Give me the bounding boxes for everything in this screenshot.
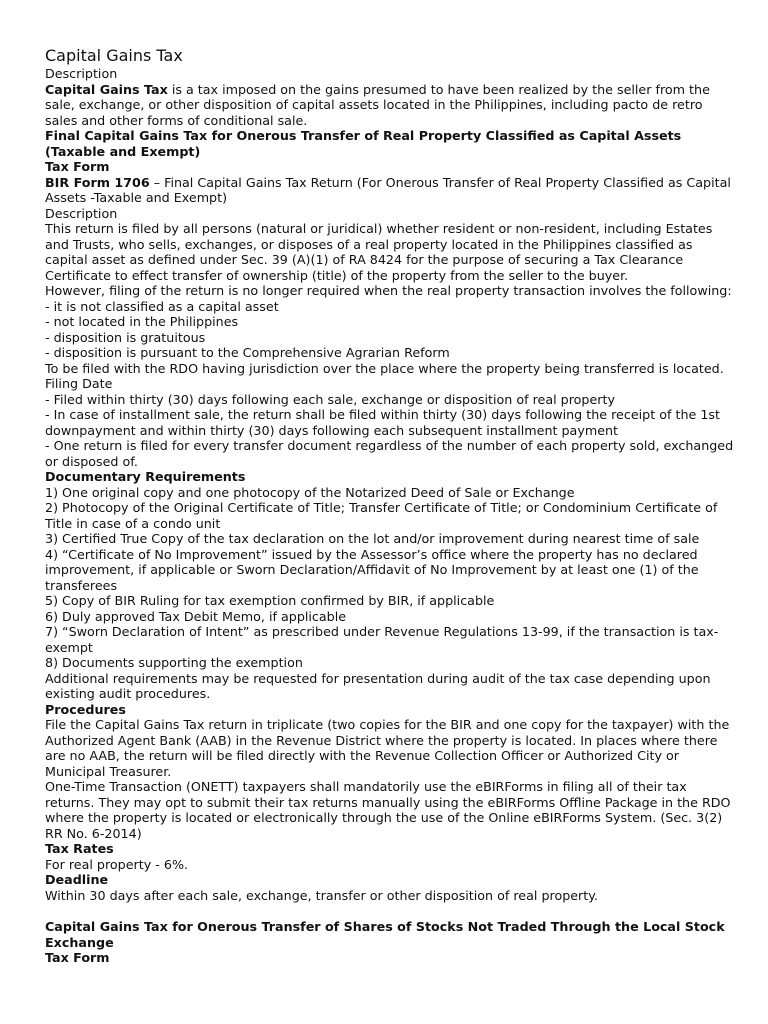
description-paragraph-2: However, filing of the return is no longer required when the real property transaction involves the following:: [45, 283, 732, 298]
filing-item: - One return is filed for every transfer document regardless of the number of each property sold, exchanged or disposed of.: [45, 438, 734, 469]
exclusion-item: - not located in the Philippines: [45, 314, 239, 329]
tax-rates-label: Tax Rates: [45, 841, 114, 856]
section-spacer: [45, 903, 735, 919]
intro-paragraph: [45, 82, 735, 129]
requirement-item: 1) One original copy and one photocopy of the Notarized Deed of Sale or Exchange: [45, 484, 575, 500]
form-title: – Final Capital Gains Tax Return (For Onerous Transfer of Real Property Classified as Capital Assets -Taxable and Exempt): [45, 174, 731, 205]
documentary-requirements-label: Documentary Requirements: [45, 469, 246, 484]
procedures-paragraph-2: One-Time Transaction (ONETT) taxpayers shall mandatorily use the eBIRForms in filing all of their tax returns. They may opt to submit their tax returns manually using the eBIRForms Offline Package in the RDO where the property is located or electronically through the use of the Online eBIRForms System. (Sec. 3(2) RR No. 6-2014): [45, 779, 731, 841]
requirement-item: 8) Documents supporting the exemption: [45, 655, 303, 670]
document-page: [45, 46, 735, 966]
procedures-paragraph-1: File the Capital Gains Tax return in triplicate (two copies for the BIR and one copy for the taxpayer) with the Authorized Agent Bank (AAB) in the Revenue District where the property is located. In places where there are no AAB, the return will be filed directly with the Revenue Collection Officer or Authorized City or Municipal Treasurer.: [45, 717, 730, 779]
section-heading-shares: Capital Gains Tax for Onerous Transfer of Shares of Stocks Not Traded Through the Local Stock Exchange: [45, 919, 725, 950]
exclusion-item: - disposition is gratuitous: [45, 329, 206, 345]
form-paragraph: [45, 175, 735, 206]
deadline-text: Within 30 days after each sale, exchange, transfer or other disposition of real property.: [45, 887, 598, 903]
filing-item: - Filed within thirty (30) days following each sale, exchange or disposition of real property: [45, 391, 615, 407]
requirement-item: 4) “Certificate of No Improvement” issued by the Assessor’s office where the property has no declared improvement, if applicable or Sworn Declaration/Affidavit of No Improvement by at least one (1) of the transferees: [45, 546, 699, 593]
page-title: Capital Gains Tax: [45, 46, 183, 65]
requirement-item: 6) Duly approved Tax Debit Memo, if applicable: [45, 608, 347, 624]
deadline-label: Deadline: [45, 872, 109, 887]
form-number: BIR Form 1706: [45, 174, 150, 190]
intro-text: is a tax imposed on the gains presumed to have been realized by the seller from the sale, exchange, or other disposition of capital assets located in the Philippines, including pacto de retro sales and other forms of conditional sale.: [45, 81, 710, 128]
requirement-item: 7) “Sworn Declaration of Intent” as prescribed under Revenue Regulations 13-99, if the transaction is tax-exempt: [45, 624, 719, 655]
description-label-2: Description: [45, 205, 118, 221]
section-heading-real-property: Final Capital Gains Tax for Onerous Transfer of Real Property Classified as Capital Assets (Taxable and Exempt): [45, 128, 682, 159]
exclusion-item: - it is not classified as a capital asset: [45, 298, 279, 314]
filing-item: - In case of installment sale, the return shall be filed within thirty (30) days following the receipt of the 1st downpayment and within thirty (30) days following each subsequent installment payment: [45, 407, 721, 438]
intro-term: Capital Gains Tax: [45, 81, 168, 97]
tax-form-label-2: Tax Form: [45, 950, 110, 965]
additional-requirements: Additional requirements may be requested for presentation during audit of the tax case depending upon existing audit procedures.: [45, 670, 711, 701]
rdo-note: To be filed with the RDO having jurisdiction over the place where the property being transferred is located.: [45, 360, 724, 376]
tax-form-label: Tax Form: [45, 159, 110, 174]
requirement-item: 5) Copy of BIR Ruling for tax exemption confirmed by BIR, if applicable: [45, 593, 495, 608]
description-paragraph-1: This return is filed by all persons (natural or juridical) whether resident or non-resident, including Estates and Trusts, who sells, exchanges, or disposes of a real property located in the Philippines classified as capital asset as defined under Sec. 39 (A)(1) of RA 8424 for the purpose of securing a Tax Clearance Certificate to effect transfer of ownership (title) of the property from the seller to the buyer.: [45, 221, 713, 283]
requirement-item: 3) Certified True Copy of the tax declaration on the lot and/or improvement during nearest time of sale: [45, 531, 700, 546]
filing-date-label: Filing Date: [45, 376, 113, 391]
procedures-label: Procedures: [45, 701, 126, 717]
requirement-item: 2) Photocopy of the Original Certificate of Title; Transfer Certificate of Title; or Condominium Certificate of Title in case of a condo unit: [45, 500, 718, 531]
exclusion-item: - disposition is pursuant to the Comprehensive Agrarian Reform: [45, 345, 450, 360]
tax-rates-text: For real property - 6%.: [45, 856, 189, 872]
description-label: Description: [45, 66, 118, 81]
